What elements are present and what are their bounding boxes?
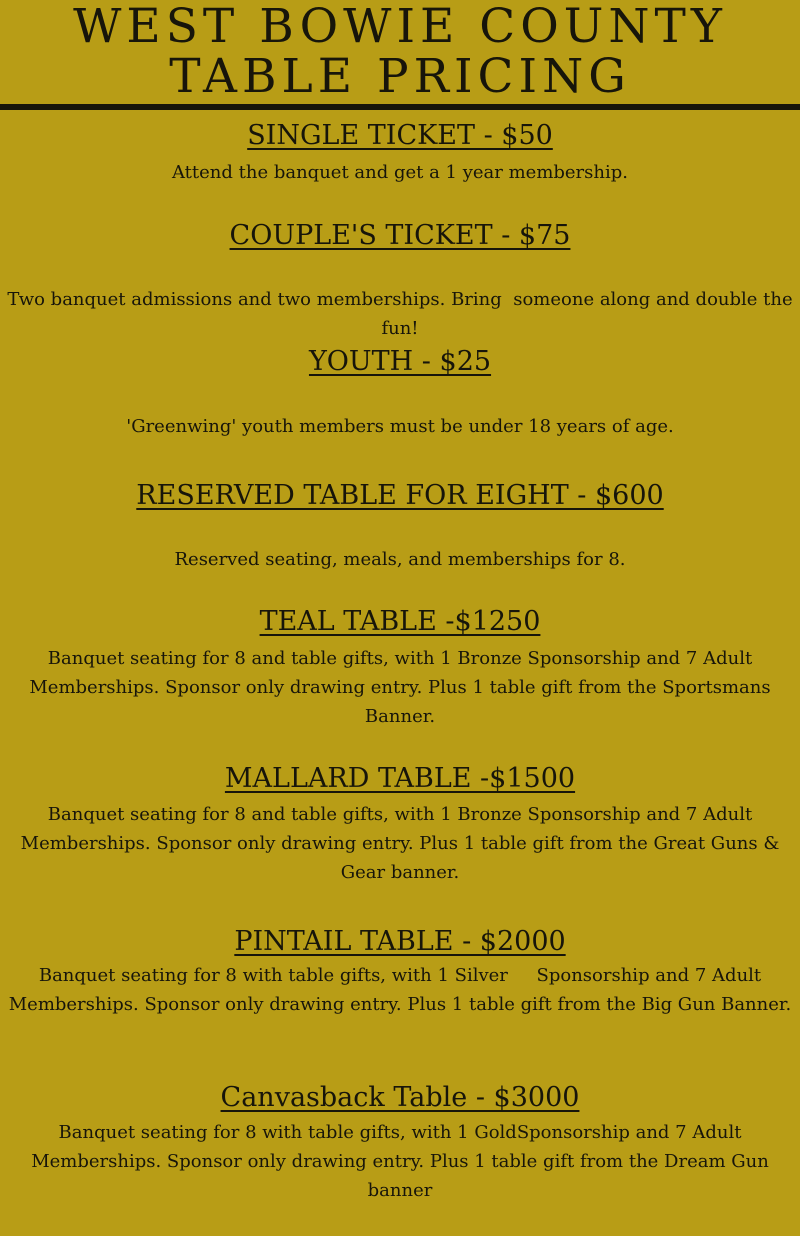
youth-ticket-description: 'Greenwing' youth members must be under 18 years of age. (126, 416, 674, 437)
single-ticket-heading: SINGLE TICKET - $50 (247, 120, 553, 151)
mallard-table-description: Banquet seating for 8 and table gifts, with 1 Bronze Sponsorship and 7 Adult Memberships. Sponsor only drawing entry. Plus 1 table gift from the Great Guns & Gear banner. (20, 804, 780, 883)
reserved-table-description: Reserved seating, meals, and memberships for 8. (174, 549, 626, 570)
couples-ticket-heading: COUPLE'S TICKET - $75 (229, 220, 571, 251)
page-header (0, 0, 800, 106)
teal-table-heading: TEAL TABLE -$1250 (259, 606, 541, 637)
pintail-table-heading: PINTAIL TABLE - $2000 (234, 926, 566, 957)
pintail-table-description: Banquet seating for 8 with table gifts, with 1 Silver Sponsorship and 7 Adult Memberships. Sponsor only drawing entry. Plus 1 table gift from the Big Gun Banner. (8, 965, 792, 1015)
header-divider (0, 104, 800, 110)
page-title-line-1: WEST BOWIE COUNTY (73, 0, 727, 54)
single-ticket-description: Attend the banquet and get a 1 year membership. (171, 162, 628, 183)
youth-ticket-heading: YOUTH - $25 (308, 346, 492, 377)
page-title-line-2: TABLE PRICING (169, 49, 631, 104)
mallard-table-heading: MALLARD TABLE -$1500 (224, 763, 576, 794)
canvasback-table-heading: Canvasback Table - $3000 (220, 1082, 580, 1113)
reserved-table-heading: RESERVED TABLE FOR EIGHT - $600 (136, 480, 664, 511)
canvasback-table-description: Banquet seating for 8 with table gifts, with 1 GoldSponsorship and 7 Adult Memberships. Sponsor only drawing entry. Plus 1 table gift from the Dream Gun banner (31, 1122, 769, 1201)
couples-ticket-description: Two banquet admissions and two memberships. Bring someone along and double the fun! (7, 289, 799, 339)
teal-table-description: Banquet seating for 8 and table gifts, with 1 Bronze Sponsorship and 7 Adult Memberships. Sponsor only drawing entry. Plus 1 table gift from the Sportsmans Banner. (29, 648, 771, 727)
